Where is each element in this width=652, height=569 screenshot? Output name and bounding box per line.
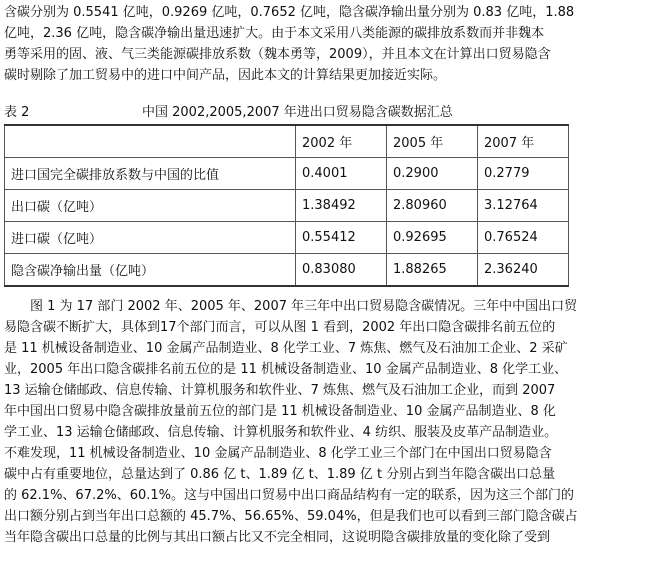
data-table	[4, 124, 569, 287]
value-cell: 2.80960	[387, 190, 478, 222]
text-line: 易隐含碳不断扩大，具体到17个部门而言，可以从图 1 看到，2002 年出口隐含碳排名前五位的	[4, 320, 556, 335]
row-label-cell: 出口碳（亿吨）	[5, 190, 296, 222]
value-cell: 0.83080	[296, 254, 387, 287]
paragraph-top	[4, 2, 646, 86]
value-cell: 1.38492	[296, 190, 387, 222]
value-cell: 0.4001	[296, 158, 387, 190]
text-line: 不难发现，11 机械设备制造业、10 金属产品制造业、8 化学工业三个部门在中国出口贸易隐含	[4, 446, 552, 461]
row-label-cell: 隐含碳净输出量（亿吨）	[5, 254, 296, 287]
value-cell: 0.92695	[387, 222, 478, 254]
table-row	[5, 254, 569, 287]
header-cell: 2002 年	[296, 125, 387, 158]
text-line: 学工业、13 运输仓储邮政、信息传输、计算机服务和软件业、4 纺织、服装及皮革产品制造业。	[4, 425, 558, 440]
text-line: 亿吨，2.36 亿吨，隐含碳净输出量迅速扩大。由于本文采用八类能源的碳排放系数而并非魏本	[4, 26, 545, 41]
text-line: 的 62.1%、67.2%、60.1%。这与中国出口贸易中出口商品结构有一定的联系，因为这三个部门的	[4, 488, 575, 503]
text-line: 出口额分别占到当年出口总额的 45.7%、56.65%、59.04%，但是我们也可以看到三部门隐含碳占	[4, 509, 578, 524]
text-line: 含碳分别为 0.5541 亿吨，0.9269 亿吨，0.7652 亿吨，隐含碳净输出量分别为 0.83 亿吨，1.88	[4, 5, 575, 20]
table-label: 表 2	[4, 105, 30, 120]
table-caption	[4, 103, 646, 123]
text-line: 是 11 机械设备制造业、10 金属产品制造业、8 化学工业、7 炼焦、燃气及石油加工企业、2 采矿	[4, 341, 568, 356]
table-row	[5, 222, 569, 254]
value-cell: 0.76524	[478, 222, 569, 254]
header-cell: 2005 年	[387, 125, 478, 158]
text-line: 年中国出口贸易中隐含碳排放量前五位的部门是 11 机械设备制造业、10 金属产品制造业、8 化	[4, 404, 556, 419]
value-cell: 0.55412	[296, 222, 387, 254]
text-line: 勇等采用的固、液、气三类能源碳排放系数（魏本勇等，2009），并且本文在计算出口贸易隐含	[4, 47, 551, 62]
text-line: 业，2005 年出口隐含碳排名前五位的是 11 机械设备制造业、10 金属产品制造业、8 化学工业、	[4, 362, 568, 377]
table-row	[5, 158, 569, 190]
header-cell: 2007 年	[478, 125, 569, 158]
value-cell: 3.12764	[478, 190, 569, 222]
value-cell: 0.2900	[387, 158, 478, 190]
value-cell: 0.2779	[478, 158, 569, 190]
text-line: 碳时剔除了加工贸易中的进口中间产品，因此本文的计算结果更加接近实际。	[4, 68, 447, 83]
row-label-cell: 进口国完全碳排放系数与中国的比值	[5, 158, 296, 190]
paragraph-bottom	[4, 296, 646, 548]
table-title: 中国 2002,2005,2007 年进出口贸易隐含碳数据汇总	[142, 105, 453, 120]
table-row	[5, 190, 569, 222]
text-line: 碳中占有重要地位，总量达到了 0.86 亿 t、1.89 亿 t、1.89 亿 t 分别占到当年隐含碳出口总量	[4, 467, 556, 482]
text-line: 当年隐含碳出口总量的比例与其出口额占比又不完全相同，这说明隐含碳排放量的变化除了受到	[4, 530, 551, 545]
value-cell: 1.88265	[387, 254, 478, 287]
table-header-row	[5, 125, 569, 158]
row-label-cell: 进口碳（亿吨）	[5, 222, 296, 254]
text-line: 13 运输仓储邮政、信息传输、计算机服务和软件业、7 炼焦、燃气及石油加工企业，而到 2007	[4, 383, 556, 398]
header-cell	[5, 125, 296, 158]
value-cell: 2.36240	[478, 254, 569, 287]
text-line: 图 1 为 17 部门 2002 年、2005 年、2007 年三年中出口贸易隐含碳情况。三年中中国出口贸	[30, 299, 578, 314]
